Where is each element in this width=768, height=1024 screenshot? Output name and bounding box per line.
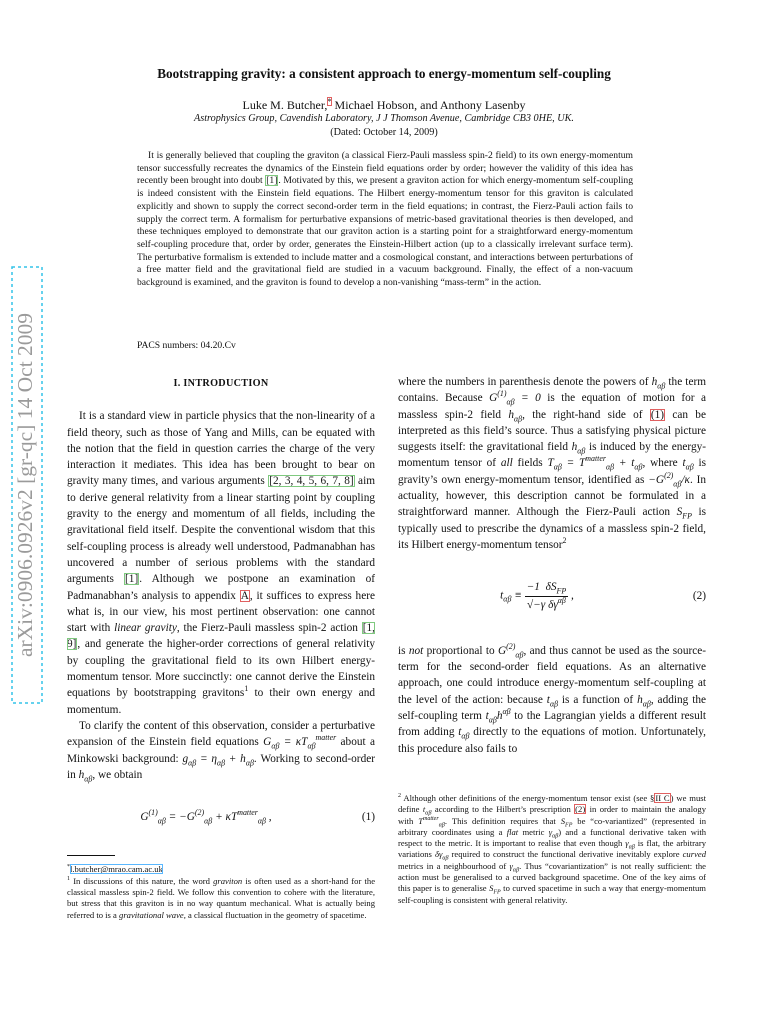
math-inline: $g_{\alpha\beta} = \eta_{\alpha\beta} + h_{\alpha\beta}$ bbox=[182, 752, 254, 767]
body-text: , and thus cannot be used as the source-term for the second-order field equations. As an alternative approach, one could introduce energy-momentum self-coupling at the level of the action: because bbox=[398, 644, 707, 706]
left-column bbox=[67, 374, 375, 921]
footnote-text: be “co-variantized” (represented in arbitrary coordinates using a bbox=[398, 815, 706, 837]
body-text: is typically used to prescribe the dynamics of a massless spin-2 field, its Hilbert energy-momentum tensor bbox=[398, 506, 706, 551]
emphasis-text: all bbox=[500, 457, 513, 470]
footnote-text: is flat, the arbitrary variations bbox=[398, 838, 706, 860]
body-text: To clarify the content of this observation, consider a perturbative expansion of the Einstein field equations bbox=[67, 719, 375, 749]
math-inline: $t_{\alpha\beta}$ bbox=[422, 804, 432, 817]
paper-title: Bootstrapping gravity: a consistent approach to energy-momentum self-coupling bbox=[157, 66, 611, 81]
footnote-marker[interactable]: 2 bbox=[562, 536, 567, 546]
body-text: to their own energy and momentum. bbox=[67, 687, 375, 716]
equation-1 bbox=[67, 809, 375, 825]
emphasis-text: linear gravity bbox=[114, 622, 177, 635]
body-text: directly to the equations of motion. Unfortunately, this procedure also fails to bbox=[398, 726, 707, 755]
body-text: , and generate the higher-order corrections of general relativity by coupling the gravitational field to its own Hilbert energy-momentum tensor. More succinctly: one cannot derive the Einstein equations by bootstrapping gravitons bbox=[67, 638, 375, 700]
citation-link[interactable]: [1, 9] bbox=[67, 622, 375, 651]
abstract bbox=[137, 150, 633, 290]
equation-number: (1) bbox=[361, 811, 375, 824]
math-inline: $t_{\alpha\beta}$ bbox=[682, 457, 694, 472]
body-text: is bbox=[398, 644, 409, 657]
section-link[interactable]: II C bbox=[655, 792, 670, 803]
footnote-marker: * bbox=[67, 864, 71, 871]
author-list bbox=[60, 98, 708, 113]
footnote-text: in order to maintain the analogy with bbox=[398, 804, 707, 826]
footnote-marker: 1 bbox=[67, 875, 71, 882]
body-text: about a Minkowski background: bbox=[67, 736, 375, 765]
body-text: . Working to second-order in bbox=[67, 752, 375, 781]
footnote-text: metrics in a neighbourhood of bbox=[398, 860, 510, 871]
math-inline: $\gamma_{\alpha\beta}$ bbox=[625, 838, 635, 851]
footnote-text: , a classical fluctuation in the geometry of spacetime. bbox=[183, 909, 367, 920]
math-inline: $h_{\alpha\beta}$ bbox=[78, 768, 93, 784]
body-text: , the Fierz-Pauli massless spin-2 action bbox=[176, 622, 362, 635]
right-column bbox=[398, 374, 706, 906]
equation-number: (2) bbox=[692, 589, 706, 602]
footnote-marker[interactable]: 1 bbox=[244, 684, 249, 694]
author-footnote-link[interactable]: * bbox=[327, 97, 332, 106]
emphasis-text: curved bbox=[682, 849, 706, 860]
math-inline: $G^{(2)}_{\alpha\beta}$ bbox=[497, 642, 524, 660]
body-text: the term contains. Because bbox=[398, 376, 707, 405]
section-heading: I. INTRODUCTION bbox=[173, 378, 269, 389]
math-inline: $S_{FP}$ bbox=[560, 815, 573, 829]
arxiv-stamp-text[interactable]: arXiv:0906.0926v2 [gr-qc] 14 Oct 2009 bbox=[12, 312, 37, 658]
body-text: . Although we postpone an examination of Padmanabhan’s analysis to appendix bbox=[67, 573, 375, 602]
body-text: can be interpreted as this field’s source. Thus a satisfying physical picture suggests itself: the gravitational field bbox=[398, 408, 706, 454]
body-text: aim to derive general relativity from a linear starting point by coupling gravity to the energy and momentum of all fields, including the gravitational field itself. Despite the conventional wisdom that this self-coupling process is already well understood, Padmanabhan has uncovered a number of serious problems with the standard arguments bbox=[67, 475, 375, 586]
footnote-marker: 2 bbox=[398, 793, 402, 800]
footnote-text: metric bbox=[518, 826, 549, 837]
footnote-text: is often used as a short-hand for the classical massless spin-2 field. We follow this convention to cohere with the literature, but stress that this graviton is in no way quantum mechanical. What is actually being referred to is a bbox=[67, 875, 376, 920]
citation-link[interactable]: [1] bbox=[125, 573, 139, 586]
body-text: , adding the self-coupling term bbox=[398, 693, 706, 723]
body-text: is a function of bbox=[558, 693, 638, 706]
affiliation: Astrophysics Group, Cavendish Laboratory, J J Thomson Avenue, Cambridge CB3 0HE, UK. bbox=[194, 113, 574, 124]
body-text: , where bbox=[642, 457, 683, 470]
body-text: It is a standard view in particle physics that the non-linearity of a field theory, such as those of Yang and Mills, can be equated with the notion that the field in question carries the charge of the very interaction it mediates. This idea has been brought to bear on gravity many times, and various arguments bbox=[67, 410, 375, 488]
equation-body: $G^{(1)}_{\alpha\beta} = -G^{(2)}_{\alpha\beta} + \kappa T^{matter}_{\alpha\beta}$ , bbox=[140, 808, 272, 826]
equation-body: $t_{\alpha\beta}$ ≡ −1 $\delta S_{FP}$ √−γ $\delta\gamma^{\alpha\beta}$ , bbox=[500, 581, 574, 611]
body-text: fields bbox=[512, 457, 548, 470]
footnote-text: . Thus “covariantization” is not really sufficient: the action must be generalised to a curved background spacetime. One of the key aims of this paper is to generalise bbox=[398, 860, 706, 894]
citation-link[interactable]: [2, 3, 4, 5, 6, 7, 8] bbox=[269, 475, 354, 488]
body-paragraph bbox=[398, 374, 706, 553]
body-text: . In actuality, however, this description cannot be formulated in a straightforward manner. Although the Fierz-Pauli action bbox=[398, 473, 706, 519]
math-inline: $h_{\alpha\beta}$ bbox=[571, 441, 586, 456]
footnote-text: ) and a functional derivative taken with respect to the metric. It is important to realise that even though bbox=[398, 826, 707, 849]
email-link[interactable]: l.butcher@mrao.cam.ac.uk bbox=[70, 864, 163, 875]
footnote-text: required to construct the functional derivative inevitably explore bbox=[448, 849, 683, 860]
math-inline: $\gamma_{\alpha\beta}$ bbox=[509, 860, 520, 874]
arxiv-stamp-graphic bbox=[10, 265, 44, 705]
abstract-text: . Motivated by this, we present a graviton action for which energy-momentum self-coupling is indeed consistent with the Einstein field equations. The Hilbert energy-momentum tensor for this graviton is calculated explicitly and shown to supply the correct second-order term in the field equations; in contrast, the Fierz-Pauli action fails to supply the correct term. A formalism for perturbative expansions of metric-based gravitational theories is then developed, and these techniques employed to demonstrate that our graviton action is a starting point for a straightforward energy-momentum self-coupling procedure that, order by order, generates the Einstein-Hilbert action (up to a classically irrelevant surface term). The perturbative formalism is extended to include matter and a cosmological constant, and interactions between perturbations of a free matter field and the gravitational field are studied in a vacuum background. Finally, the effect of a non-vacuum background is examined, and the graviton is found to develop a non-vanishing “mass-term” in the action. bbox=[137, 175, 633, 289]
footnote-text: according to the Hilbert’s prescription bbox=[431, 804, 575, 815]
math-inline: $t_{\alpha\beta}h^{\alpha\beta}$ bbox=[485, 707, 511, 725]
footnote-text: Although other definitions of the energy-momentum tensor exist (see § bbox=[401, 792, 655, 803]
citation-link[interactable]: [1] bbox=[266, 175, 278, 187]
emphasis-text: gravitational wave bbox=[119, 909, 184, 920]
body-text: , we obtain bbox=[92, 768, 143, 781]
math-inline: $S_{FP}$ bbox=[489, 883, 501, 897]
footnote-email bbox=[67, 864, 375, 875]
footnote-text: ) we must define bbox=[398, 792, 706, 815]
equation-2 bbox=[398, 579, 706, 613]
body-text: is the equation of motion for a massless spin-2 field bbox=[398, 392, 706, 421]
intro-paragraph bbox=[67, 408, 375, 718]
body-text: to the Lagrangian yields a different result from adding bbox=[398, 710, 706, 739]
appendix-link[interactable]: A bbox=[240, 589, 249, 602]
math-inline: $-G^{(2)}_{\alpha\beta}/\kappa$ bbox=[648, 471, 690, 489]
emphasis-text: not bbox=[408, 644, 424, 657]
body-text: is gravity’s own energy-momentum tensor, identified as bbox=[398, 457, 707, 486]
footnote-1 bbox=[67, 876, 375, 921]
math-inline: $\gamma_{\alpha\beta}$ bbox=[548, 826, 559, 840]
body-text: , it suffices to express here what is, in our view, his most pertinent observation: one cannot start with bbox=[67, 589, 375, 635]
footnote-2 bbox=[398, 793, 706, 906]
arxiv-stamp bbox=[10, 265, 44, 705]
footnote-text: In discussions of this nature, the word bbox=[70, 875, 214, 886]
body-paragraph bbox=[398, 643, 706, 757]
emphasis-text: flat bbox=[506, 826, 519, 837]
math-inline: $T^{matter}_{\alpha\beta}$ bbox=[418, 815, 445, 829]
math-inline: $S_{FP}$ bbox=[676, 506, 692, 521]
equation-link[interactable]: (1) bbox=[650, 408, 665, 421]
math-inline: $t_{\alpha\beta}$ bbox=[546, 693, 559, 708]
equation-link[interactable]: (2) bbox=[575, 804, 586, 815]
math-inline: $t_{\alpha\beta}$ bbox=[458, 726, 470, 741]
math-inline: $T_{\alpha\beta} = T^{matter}_{\alpha\beta} + t_{\alpha\beta}$ bbox=[547, 454, 643, 472]
math-inline: $h_{\alpha\beta}$ bbox=[637, 693, 651, 708]
footnote-text: to curved spacetime in such a way that energy-momentum self-coupling is consistent with general relativity. bbox=[398, 883, 706, 905]
body-text: proportional to bbox=[423, 644, 498, 657]
intro-paragraph bbox=[67, 718, 375, 783]
math-inline: $\delta\gamma_{\alpha\beta}$ bbox=[434, 849, 449, 863]
math-inline: $G^{(1)}_{\alpha\beta} = 0$ bbox=[489, 389, 541, 407]
emphasis-text: graviton bbox=[213, 875, 243, 886]
math-inline: $G_{\alpha\beta} = \kappa T_{\alpha\beta}^{matter}$ bbox=[263, 733, 337, 751]
abstract-text: It is generally believed that coupling the graviton (a classical Fierz-Pauli massless spin-2 field) to its own energy-momentum tensor successfully recreates the dynamics of the Einstein field equations order by order; however the validity of this idea has recently been brought into doubt bbox=[137, 150, 633, 187]
footnote-text: . This definition requires that bbox=[444, 815, 561, 826]
math-inline: $h_{\alpha\beta}$ bbox=[508, 408, 523, 423]
body-text: is induced by the energy-momentum tensor of bbox=[398, 441, 707, 470]
pacs-numbers: PACS numbers: 04.20.Cv bbox=[137, 340, 236, 351]
date-line: (Dated: October 14, 2009) bbox=[330, 127, 438, 138]
body-text: , the right-hand side of bbox=[522, 408, 650, 421]
other-authors: Michael Hobson, and Anthony Lasenby bbox=[331, 98, 526, 112]
math-inline: $h_{\alpha\beta}$ bbox=[651, 376, 666, 391]
footnote-rule bbox=[67, 855, 115, 856]
body-text: where the numbers in parenthesis denote the powers of bbox=[398, 376, 652, 388]
first-author: Luke M. Butcher, bbox=[242, 98, 328, 112]
